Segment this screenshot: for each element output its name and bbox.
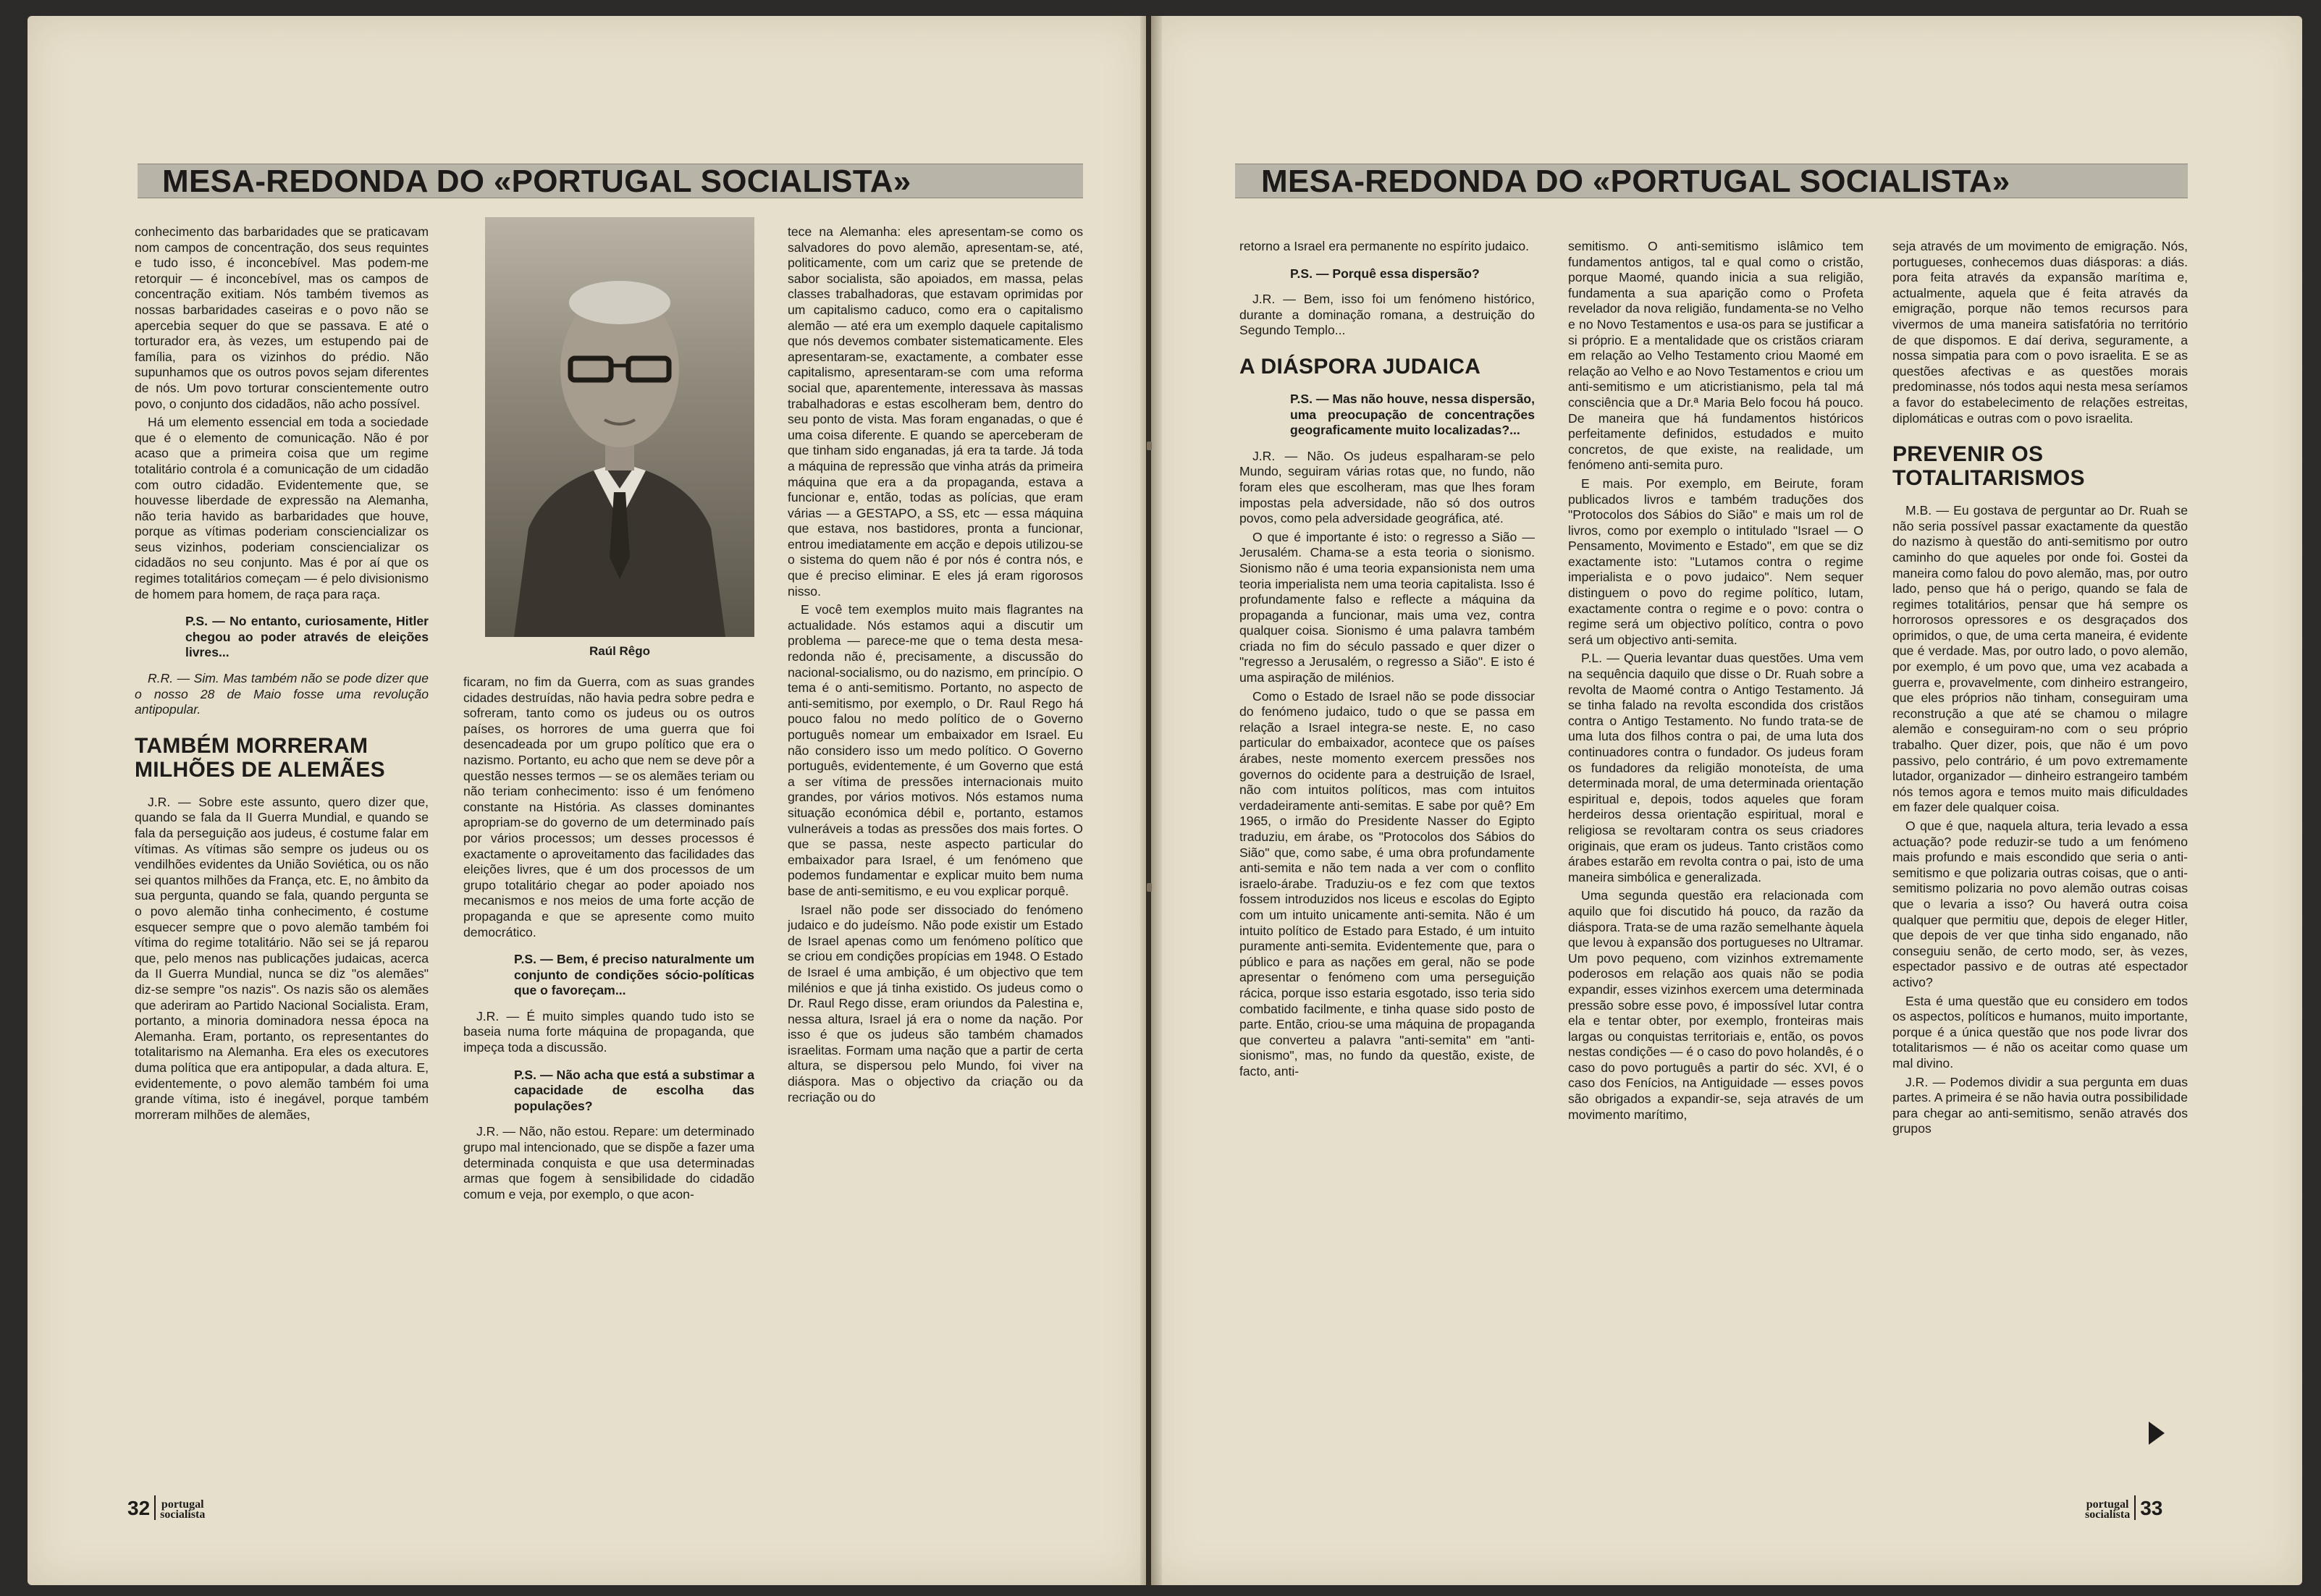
paragraph: J.R. — Podemos dividir a sua pergunta em duas partes. A primeira é se não havia outra possibilidade para chegar ao anti-semitismo, senão através dos grupos <box>1892 1074 2188 1136</box>
logo-line-1: portugal <box>2086 1498 2129 1511</box>
paragraph: seja através de um movimento de emigração. Nós, portugueses, conhecemos duas diásporas: a diás. pora feita através da expansão marítima e, actualmente, aquela que é feita através da emigração, porque não temos recursos para vivermos de uma maneira satisfatória no território de que dispomos. E daí deriva, seguramente, a nossa simpatia para com o povo israelita. E se as questões afectivas e as questões morais predominasse, nós todos aqui nesta mesa seríamos a favor do estabelecimento de relações estreitas, diplomáticas e outras com o povo israelita. <box>1892 239 2188 426</box>
spine-gutter <box>1140 16 1162 1585</box>
paragraph: O que é importante é isto: o regresso a Sião — Jerusalém. Chama-se a esta teoria o sionismo. Sionismo não é uma teoria expansionista nem uma teoria imperialista nem uma teoria capitalista. Isso é profundamente falso e reflecte a máquina da propaganda a funcionar, mais uma vez, contra qualquer coisa. Sionismo é uma palavra também criada no fim do século passado e quer dizer o "regresso a Jerusalém, o regresso a Sião". E isto é uma aspiração de milénios. <box>1239 529 1535 685</box>
folio-divider <box>2134 1495 2136 1520</box>
question: P.S. — Não acha que está a substimar a capacidade de escolha das populações? <box>514 1067 754 1113</box>
paragraph: E mais. Por exemplo, em Beirute, foram publicados livros e também traduções dos "Protocolos dos Sábios do Sião" e mais um rol de livros, como por exemplo o intitulado "Israel — O Pensamento, Movimento e Estado", em que se diz exactamente isto: "Lutamos contra o regime imperialista e o povo judaico". Nem sequer distinguem o povo do regime político, lutam, exactamente contra o regime e o povo: contra o regime será um objectivo político, contra o povo será um objectivo anti-semita. <box>1568 476 1863 647</box>
paragraph: Há um elemento essencial em toda a sociedade que é o elemento de comunicação. Não é por acaso que a primeira coisa que um regime totalitário controla é a comunicação de um cidadão com outro cidadão. Evidentemente que, se houvesse liberdade de expressão na Alemanha, não teria havido as barbaridades que houve, porque as vítimas poderiam consciencializar os seus vizinhos, poderiam consciencializar os cidadãos no seu conjunto. Mas é por aí que os regimes totalitários começam — é pelo divisionismo de homem para homem, de raça para raça. <box>135 415 429 601</box>
paragraph: O que é que, naquela altura, teria levado a essa actuação? pode reduzir-se tudo a um fenómeno mais profundo e mais escondido que seria o anti-semitismo e que polizaria outras coisas, que o anti-semitismo polizaria no povo alemão outras coisas que o levaria a isso? Ou haverá outra coisa qualquer que permitiu que, depois de eleger Hitler, que depois de ver que tinha sido enganado, não conseguiu senão, de certo modo, ser, às vezes, espectador passivo e de outras até espectador activo? <box>1892 819 2188 989</box>
left-column-1 <box>135 224 429 1484</box>
page-number-left: 32 <box>127 1497 151 1519</box>
question: P.S. — Bem, é preciso naturalmente um conjunto de condições sócio-políticas que o favoreçam... <box>514 952 754 998</box>
left-folio <box>127 1495 205 1520</box>
staple-bottom <box>1147 883 1152 892</box>
right-banner <box>1235 164 2188 198</box>
section-heading: TAMBÉM MORRERAM MILHÕES DE ALEMÃES <box>135 733 385 782</box>
portrait-photo <box>485 217 754 637</box>
right-banner-title: MESA-REDONDA DO «PORTUGAL SOCIALISTA» <box>1261 164 2010 199</box>
paragraph: Esta é uma questão que eu considero em todos os aspectos, políticos e humanos, muito importante, porque é a única questão que nos pode livrar dos totalitarismos — é não os aceitar como quase um mal divino. <box>1892 993 2188 1071</box>
paragraph: J.R. — Não. Os judeus espalharam-se pelo Mundo, seguiram várias rotas que, no fundo, não foram eles que escolheram, mas que lhes foram impostas pela adversidade, não só dos outros povos, como pela adversidade geográfica, até. <box>1239 448 1535 526</box>
right-column-3 <box>1892 239 2188 1469</box>
left-banner <box>138 164 1083 198</box>
right-column-2 <box>1568 239 1863 1484</box>
folio-divider <box>154 1495 156 1520</box>
page-number-right: 33 <box>2140 1497 2163 1519</box>
question: P.S. — No entanto, curiosamente, Hitler chegou ao poder através de eleições livres... <box>185 614 429 660</box>
paragraph: M.B. — Eu gostava de perguntar ao Dr. Ruah se não seria possível passar exactamente da questão do nazismo à questão do anti-semitismo por outro caminho do que aqueles por onde foi. Gostei da maneira como falou do povo alemão, mas, por outro lado, penso que há o perigo, quando se fala de regimes totalitários, pensar que há sempre os horrorosos opressores e os desgraçados dos oprimidos, o que, de uma certa maneira, é evidente que é verdade. Mas, por outro lado, o povo alemão, por exemplo, é um povo que, uma vez acabada a guerra e, provavelmente, com dinheiro estrangeiro, que eles próprios não tinham, conseguiram uma reconstrução a que até se chamou o milagre alemão e conseguiram-no com o seu próprio trabalho. Quer dizer, pois, que não é um povo passivo, pelo contrário, é um povo extremamente lutador, organizador — dinheiro estrangeiro também nós temos agora e temos muito mais dificuldades em fazer dele qualquer coisa. <box>1892 503 2188 815</box>
logo-line-2: socialista <box>2085 1508 2131 1521</box>
section-heading: PREVENIR OS TOTALITARISMOS <box>1892 442 2085 491</box>
magazine-logo <box>160 1500 205 1520</box>
question: P.S. — Mas não houve, nessa dispersão, uma preocupação de concentrações geograficamente muito localizadas?... <box>1290 391 1535 438</box>
left-column-3 <box>788 224 1083 1484</box>
photo-caption: Raúl Rêgo <box>589 644 651 658</box>
paragraph: tece na Alemanha: eles apresentam-se como os salvadores do povo alemão, apresentam-se, até, politicamente, com um cariz que se pretende de sabor socialista, são apoiados, em massa, pelas classes trabalhadoras, que estavam oprimidas por um capitalismo caduco, como era o capitalismo alemão — até era um exemplo daquele capitalismo que nós devemos combater sistematicamente. Eles apresentaram-se, exactamente, a combater esse capitalismo, apresentaram-se com uma reforma social que, aparentemente, interessava às massas trabalhadoras e estas escolheram bem, dentro do seu ponto de vista. Mas foram enganadas, o que é uma coisa diferente. E quando se aperceberam de que tinham sido enganadas, já era ta tarde. Já toda a máquina de repressão que vinha atrás da primeira máquina que era a da propaganda, estava a funcionar e, então, todas as polícias, que eram várias — a GESTAPO, a SS, etc — essa máquina que estava, nos bastidores, pronta a funcionar, entrou imediatamente em acção e depois utilizou-se o sistema do quem não é por nós é contra nós, e que é preciso eliminar. E eles já eram rigorosos nisso. <box>788 224 1083 599</box>
paragraph: Como o Estado de Israel não se pode dissociar do fenómeno judaico, tudo o que se passa em relação a Israel integra-se neste. E, no caso particular do embaixador, acontece que os países árabes, neste momento exercem pressões nos governos do ocidente para a destruição de Israel, não com intuitos políticos, mas com intuitos verdadeiramente anti-semitas. E sabe por quê? Em 1965, o irmão do Presidente Nasser do Egipto traduziu, em árabe, os "Protocolos dos Sábios do Sião" que, como sabe, é uma obra profundamente anti-semita e não tem nada a ver com o conflito israelo-árabe. Traduziu-os e fez com que textos fossem introduzidos nos liceus e escolas do Egipto com um intuito unicamente anti-semita. Não é um intuito político de Estado para Estado, é um intuito puramente anti-semita. Evidentemente que, para o público e para as nações em geral, não se pode apresentar o fenómeno com uma perseguição rácica, porque isso estaria esgotado, isso teria sido combatido facilmente, e tinha quase sido posto de parte. Então, criou-se uma máquina de propaganda que converteu a palavra "anti-semita" em "anti-sionismo", mas, no fundo da questão, existe, de facto, anti- <box>1239 688 1535 1078</box>
paragraph: Israel não pode ser dissociado do fenómeno judaico e do judeísmo. Não pode existir um Estado de Israel apenas como um fenómeno político que se criou em condições propícias em 1948. O Estado de Israel é uma ambição, é um objectivo que tem milénios e que já tinha existido. Os judeus como o Dr. Raul Rego disse, eram oriundos da Palestina e, nessa altura, Israel já era o nome da nação. Por isso é que os judeus são também chamados israelitas. Formam uma nação que a partir de certa altura, se dispersou pelo Mundo, foi viver na diáspora. Mas o objectivo da criação ou da recriação ou do <box>788 902 1083 1105</box>
paragraph: semitismo. O anti-semitismo islâmico tem fundamentos antigos, tal e qual como o cristão, porque Maomé, quando inicia a sua religião, fundamenta a sua aparição como o Profeta revelador da nova religião, fundamenta-se no Velho e no Novo Testamentos e usa-os para se justificar a si próprio. E a mentalidade que os cristãos criaram em relação ao Velho Testamento criou Maomé em relação ao Velho e ao Novo Testamentos e criou um anti-semitismo e um aticristianismo, pela tal má consciência que a Dr.ª Maria Belo focou há pouco. De maneira que há fundamentos históricos perfeitamente definidos, estudados e muito concretos, de que existe, na realidade, um fenómeno anti-semita puro. <box>1568 239 1863 473</box>
logo-line-2: socialista <box>160 1508 206 1521</box>
staple-top <box>1147 442 1152 450</box>
magazine-logo <box>2085 1500 2130 1520</box>
left-column-2 <box>463 675 754 1484</box>
continue-arrow-icon <box>2149 1422 2165 1445</box>
paragraph: conhecimento das barbaridades que se praticavam nom campos de concentração, dos seus requintes e tudo isso, é inconcebível. Mas podem-me retorquir — é inconcebível, mas os campos de concentração exitiam. Nós também tivemos as nossas barbaridades caseiras e o povo não se apercebia sequer do que se passava. E até o torturador era, às vezes, um estupendo pai de família, para os vizinhos do prédio. Não supunhamos que os outros povos sejam diferentes de nós. Um povo torturar conscientemente outro povo, o conjunto dos cidadãos, não acho possível. <box>135 224 429 411</box>
logo-line-1: portugal <box>161 1498 204 1511</box>
paragraph: retorno a Israel era permanente no espírito judaico. <box>1239 239 1530 253</box>
paragraph: J.R. — Não, não estou. Repare: um determinado grupo mal intencionado, que se dispõe a fazer uma determinada conquista e que usa determinadas armas que fogem à sensibilidade do cidadão comum e veja, por exemplo, o que acon- <box>463 1124 754 1202</box>
answer: R.R. — Sim. Mas também não se pode dizer que o nosso 28 de Maio fosse uma revolução antipopular. <box>135 671 429 717</box>
paragraph: J.R. — Sobre este assunto, quero dizer que, quando se fala da II Guerra Mundial, e quando se fala da perseguição aos judeus, é costume falar em vítimas. As vítimas são sempre os judeus ou os vendilhões evidentes da União Soviética, ou os não sei quantos milhões da França, etc. E, no âmbito da sua pergunta, quando se fala, quando pergunta se o povo alemão tinha conhecimento, é costume esquecer sempre que o povo alemão também foi vítima do regime totalitário. Não sei se já reparou que, pelo menos nas publicações judaicas, acerca da II Guerra Mundial, nunca se diz "os alemães" diz-se sempre "os nazis". Os nazis são os alemães que aderiram ao Partido Nacional Socialista. Eram, portanto, a minoria dominadora nessa época na Alemanha. Eram, portanto, os representantes do totalitarismo na Alemanha. Era eles os executores duma política que era antipopular, a dada altura. E, evidentemente, o povo alemão também foi uma grande vítima, isto é inegável, porque também morreram milhões de alemães, <box>135 794 429 1122</box>
left-banner-title: MESA-REDONDA DO «PORTUGAL SOCIALISTA» <box>162 164 911 199</box>
portrait-illustration <box>485 217 754 637</box>
paragraph: J.R. — Bem, isso foi um fenómeno histórico, durante a dominação romana, a destruição do Segundo Templo... <box>1239 292 1535 338</box>
right-column-1 <box>1239 239 1535 1484</box>
question: P.S. — Porquê essa dispersão? <box>1290 266 1480 281</box>
paragraph: J.R. — É muito simples quando tudo isto se baseia numa forte máquina de propaganda, que impeça toda a discussão. <box>463 1008 754 1055</box>
right-folio <box>2085 1495 2162 1520</box>
paragraph: E você tem exemplos muito mais flagrantes na actualidade. Nós estamos aqui a discutir um problema — parece-me que o tema desta mesa-redonda não é, precisamente, a discussão do nacional-socialismo, ou do nazismo, em princípio. O tema é o anti-semitismo. Portanto, no aspecto de anti-semitismo, por exemplo, o Dr. Raul Rego há pouco falou no medo político de o Governo português nomear um embaixador em Israel. Eu não considero isso um medo político. O Governo português, evidentemente, é um Governo que está a ser vítima de pressões internacionais muito grandes, por vários motivos. Nós estamos numa situação económica débil e, portanto, estamos vulneráveis a todas as pressões dos mais fortes. O que se passa, neste aspecto particular do embaixador para Israel, é um fenómeno que podemos fundamentar e explicar muito bem numa base de anti-semitismo, e eu vou explicar porquê. <box>788 602 1083 898</box>
paragraph: Uma segunda questão era relacionada com aquilo que foi discutido há pouco, da razão da diáspora. Trata-se de uma razão semelhante àquela que levou à expansão dos portugueses no Ultramar. Um povo pequeno, com vizinhos extremamente poderosos em relação aos quais não se podia expandir, esses vizinhos exercem uma determinada pressão sobre esse povo, é impossível lutar contra ela e tentar obter, por exemplo, fronteiras mais largas ou conquistas territoriais e, então, os povos nestas condições — é o caso do povo holandês, é o caso do povo português a partir do séc. XVI, é o caso dos Fenícios, na Antiguidade — esses povos são obrigados a expandir-se, seja através de um movimento marítimo, <box>1568 888 1863 1122</box>
paragraph: ficaram, no fim da Guerra, com as suas grandes cidades destruídas, não havia pedra sobre pedra e sofreram, tanto como os judeus ou os outros países, os horrores de uma guerra que foi desencadeada por um grupo político que era o nazismo. Portanto, eu acho que nem se deve pôr a questão nesses termos — se os alemães teriam ou não teriam conhecimento: isso é um fenómeno constante na História. As classes dominantes apropriam-se do governo de um determinado país por vários processos; um desses processos é exactamente o aproveitamento das facilidades das eleições livres, que é um dos processos de um grupo totalitário chegar ao poder apoiado nos mecanismos e nos meios de uma forte acção de propaganda e que se apresente como muito democrático. <box>463 675 754 940</box>
section-heading: A DIÁSPORA JUDAICA <box>1239 354 1481 379</box>
paragraph: P.L. — Queria levantar duas questões. Uma vem na sequência daquilo que disse o Dr. Ruah sobre a revolta de Maomé contra o Antigo Testamento. Já se tinha falado na revolta escondida dos cristãos contra o Antigo Testamento. No fundo trata-se de uma luta dos filhos contra o pai, de uma luta dos continuadores contra o fundador. Os judeus foram os fundadores da religião monoteísta, de uma determinada moral, de uma determinada orientação espiritual e, depois, todos aqueles que foram herdeiros dessa orientação espiritual, moral e religiosa se revoltaram contra os seus criadores originais, que eram os judeus. Tanto cristãos como árabes estarão em revolta contra o pai, isto de uma maneira simbólica e generalizada. <box>1568 651 1863 884</box>
